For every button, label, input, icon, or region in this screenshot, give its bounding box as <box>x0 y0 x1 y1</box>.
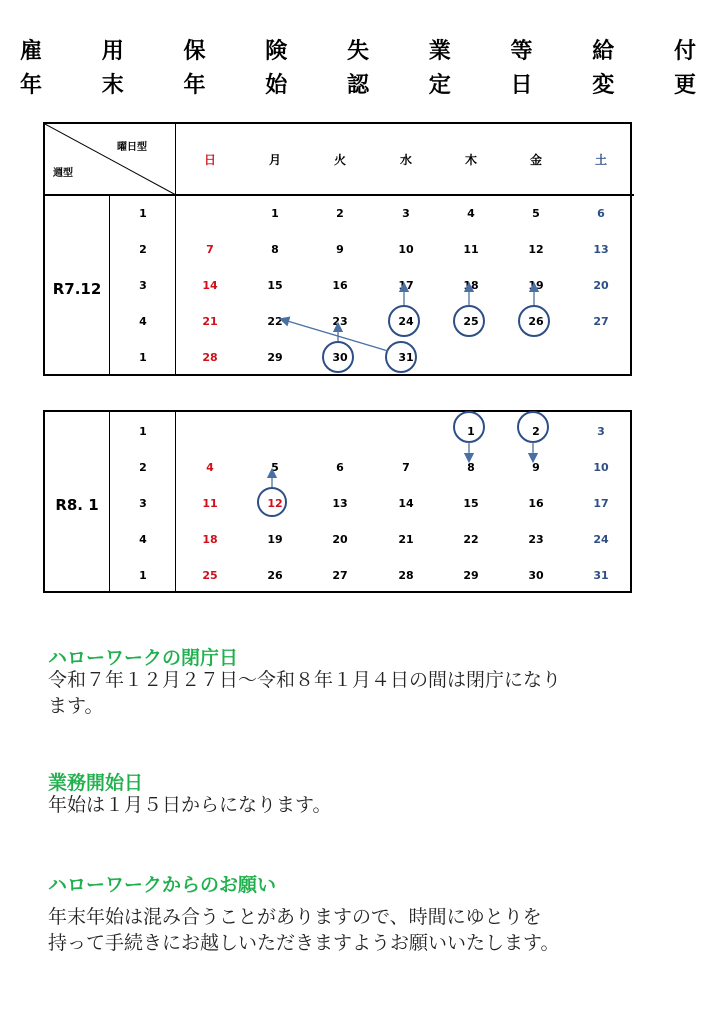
month-label: R8. 1 <box>55 496 99 514</box>
title-char: 業 <box>428 39 451 64</box>
notice-text-start <box>48 792 331 818</box>
day-cell: 25 <box>202 569 218 582</box>
day-cell: 12 <box>267 497 283 510</box>
day-cell: 14 <box>398 497 414 510</box>
day-cell: 15 <box>463 497 479 510</box>
day-cell: 25 <box>463 315 479 328</box>
day-cell: 5 <box>532 207 540 220</box>
day-cell: 7 <box>402 461 410 474</box>
day-cell: 2 <box>532 425 540 438</box>
day-cell: 1 <box>271 207 279 220</box>
title-char: 用 <box>101 39 124 64</box>
day-cell: 14 <box>202 279 218 292</box>
day-cell: 30 <box>528 569 544 582</box>
day-cell: 9 <box>336 243 344 256</box>
month-label: R7.12 <box>52 280 102 298</box>
day-cell: 16 <box>528 497 544 510</box>
day-cell: 31 <box>593 569 609 582</box>
weekday-header: 木 <box>464 153 477 167</box>
title-char: 認 <box>346 73 369 98</box>
title-line-1 <box>18 34 698 65</box>
notice-line: 年末年始は混み合うことがありますので、時間にゆとりを <box>48 906 542 928</box>
day-cell: 8 <box>467 461 475 474</box>
notice-line: 年始は１月５日からになります。 <box>48 794 332 816</box>
notice-title-closure: ハローワークの閉庁日 <box>48 647 239 669</box>
day-cell: 16 <box>332 279 348 292</box>
header-corner-weekday: 曜日型 <box>117 142 147 153</box>
day-cell: 20 <box>593 279 609 292</box>
notice-line: ます。 <box>48 695 104 717</box>
day-cell: 4 <box>206 461 214 474</box>
day-cell: 27 <box>593 315 609 328</box>
day-cell: 8 <box>271 243 279 256</box>
day-cell: 23 <box>528 533 544 546</box>
weekday-header: 水 <box>399 153 412 167</box>
title-char: 年 <box>183 73 206 98</box>
day-cell: 3 <box>402 207 410 220</box>
week-type-cell: 1 <box>139 351 147 364</box>
day-cell: 3 <box>597 425 605 438</box>
day-cell: 18 <box>202 533 218 546</box>
day-cell: 22 <box>267 315 283 328</box>
title-line-2 <box>18 68 698 99</box>
weekday-header: 金 <box>529 153 542 167</box>
notice-line: 持って手続きにお越しいただきますようお願いいたします。 <box>48 932 560 954</box>
day-cell: 29 <box>267 351 283 364</box>
title-char: 更 <box>673 73 696 98</box>
header-corner-week: 週型 <box>53 168 73 179</box>
day-cell: 15 <box>267 279 283 292</box>
title-char: 始 <box>265 73 288 98</box>
weekday-header: 火 <box>333 153 346 167</box>
calendar-january <box>43 410 632 593</box>
day-cell: 22 <box>463 533 479 546</box>
day-cell: 28 <box>202 351 218 364</box>
day-cell: 23 <box>332 315 348 328</box>
day-cell: 20 <box>332 533 348 546</box>
day-cell: 24 <box>398 315 414 328</box>
title-char: 雇 <box>19 39 42 64</box>
notice-text-request <box>48 904 559 956</box>
day-cell: 4 <box>467 207 475 220</box>
day-cell: 10 <box>398 243 414 256</box>
notice-title-request: ハローワークからのお願い <box>48 874 277 896</box>
day-cell: 17 <box>398 279 414 292</box>
notice-line: 令和７年１２月２７日～令和８年１月４日の間は閉庁になり <box>48 669 562 691</box>
day-cell: 12 <box>528 243 544 256</box>
day-cell: 29 <box>463 569 479 582</box>
weekday-header: 日 <box>203 153 216 167</box>
week-type-cell: 1 <box>139 569 147 582</box>
week-type-cell: 4 <box>139 533 147 546</box>
day-cell: 1 <box>467 425 475 438</box>
day-cell: 6 <box>336 461 344 474</box>
week-type-cell: 2 <box>139 461 147 474</box>
title-char: 末 <box>101 73 124 98</box>
day-cell: 13 <box>332 497 348 510</box>
title-char: 変 <box>592 73 615 98</box>
notice-text-closure <box>48 667 561 719</box>
day-cell: 17 <box>593 497 609 510</box>
weekday-header: 土 <box>594 153 607 167</box>
day-cell: 2 <box>336 207 344 220</box>
day-cell: 10 <box>593 461 609 474</box>
title-char: 保 <box>183 39 206 64</box>
week-type-cell: 3 <box>139 497 147 510</box>
day-cell: 28 <box>398 569 414 582</box>
day-cell: 31 <box>398 351 414 364</box>
day-cell: 26 <box>528 315 544 328</box>
day-cell: 7 <box>206 243 214 256</box>
title-char: 等 <box>510 39 533 64</box>
notice-title-start: 業務開始日 <box>48 772 144 794</box>
week-type-cell: 4 <box>139 315 147 328</box>
week-type-cell: 3 <box>139 279 147 292</box>
day-cell: 11 <box>202 497 218 510</box>
title-char: 付 <box>673 39 696 64</box>
week-type-cell: 1 <box>139 425 147 438</box>
week-type-cell: 1 <box>139 207 147 220</box>
day-cell: 24 <box>593 533 609 546</box>
day-cell: 26 <box>267 569 283 582</box>
day-cell: 19 <box>528 279 544 292</box>
day-cell: 27 <box>332 569 348 582</box>
title-char: 定 <box>428 73 451 98</box>
title-char: 険 <box>265 39 288 64</box>
day-cell: 21 <box>202 315 218 328</box>
week-type-cell: 2 <box>139 243 147 256</box>
day-cell: 18 <box>463 279 479 292</box>
title-char: 失 <box>346 39 369 64</box>
day-cell: 21 <box>398 533 414 546</box>
day-cell: 11 <box>463 243 479 256</box>
day-cell: 30 <box>332 351 348 364</box>
title-char: 年 <box>19 73 42 98</box>
day-cell: 9 <box>532 461 540 474</box>
day-cell: 13 <box>593 243 609 256</box>
day-cell: 5 <box>271 461 279 474</box>
title-char: 日 <box>510 73 533 98</box>
day-cell: 19 <box>267 533 283 546</box>
weekday-header: 月 <box>268 153 281 167</box>
day-cell: 6 <box>597 207 605 220</box>
title-char: 給 <box>592 39 615 64</box>
calendar-december <box>43 122 632 376</box>
